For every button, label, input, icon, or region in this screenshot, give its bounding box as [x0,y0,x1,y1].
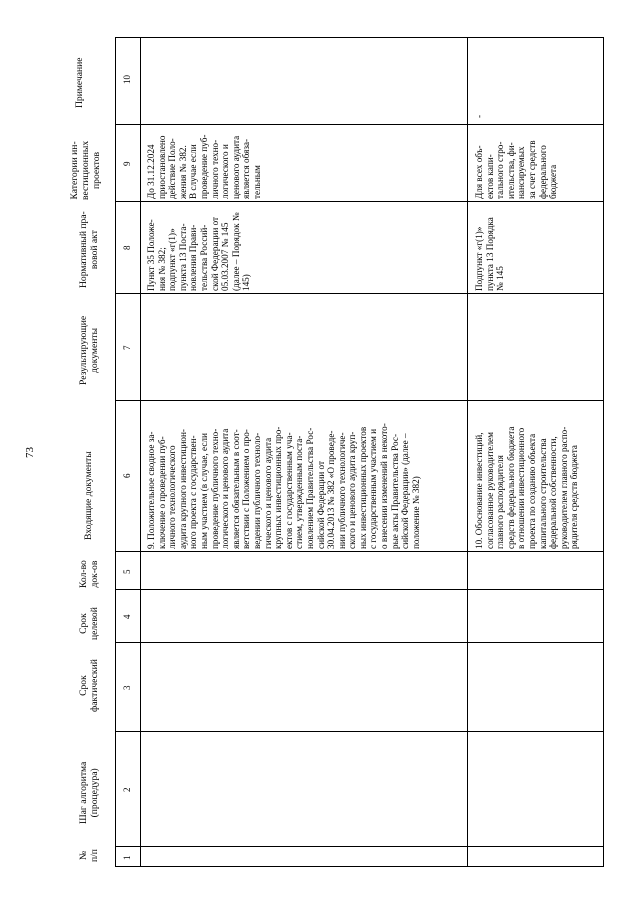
row10-categories: Для всех объ- ектов капи- тального стро- ительства, фи- нансируемых за счет средств федерального бюджета [474,140,559,199]
header-legal-act: Нормативный пра- вовой акт [78,211,100,288]
header-result-docs: Результирующие документы [78,315,100,385]
col-number-6: 6 [122,473,132,478]
col-number-7: 7 [122,345,132,350]
col-number-5: 5 [122,569,132,574]
header-row-number: № п/п [78,849,100,862]
header-categories: Категории ин- вестиционных проектов [69,140,102,200]
header-target-term: Срок целевой [78,607,100,640]
col-number-4: 4 [122,614,132,619]
page-number: 73 [24,447,36,458]
row9-note: До 31.12.2024 приостановлено действие Поло- жения № 382. В случае если проведение пуб- личного техно- логического и ценового аудита является обяза- тельным [146,134,262,199]
col-number-9: 9 [122,161,132,166]
row10-incoming-docs: 10. Обоснование инвестиций, согласованное руководителем главного распорядителя средств федерального бюджета в отношении инвестиционного проекта по созданию объекта капитального строительства федеральной собственности, руководителем главного распо- рядителя средств бюджета [474,426,580,549]
header-incoming-docs: Входящие документы [83,451,94,540]
header-note: Примечание [74,57,85,108]
row9-legal-act: Пункт 35 Положе- ния № 382; подпункт «г(1)» пункта 13 Поста- новления Прави- тельства Россий- ской Федерации от 05.03.2007 № 145 (далее – Порядок № 145) [146,212,252,291]
col-number-3: 3 [122,685,132,690]
col-number-1: 1 [122,855,132,860]
header-actual-term: Срок фактический [78,659,100,712]
col-number-10: 10 [122,75,132,84]
header-doc-count: Кол-во док-ов [78,560,100,588]
header-algorithm-step: Шаг алгоритма (процедура) [78,761,100,824]
col-number-2: 2 [122,787,132,792]
row10-legal-act: Подпункт «г(1)» пункта 13 Порядка № 145 [474,217,506,291]
row9-incoming-docs: 9. Положительное сводное за- ключение о проведении пуб- личного технологического аудита крупного инвестицион- ного проекта с государствен- ным участием (в случае, если проведение публичного техно- логического и ценового аудита является обязательным в соот- ветствии с Положением о про- ведении публичного техноло- гического и ценового аудита крупных инвестиционных про- ектов с государственным уча- стием, утвержденным поста- новлением Правительства Рос- сийской Федерации от 30.04.2013 № 382 «О проведе- нии публичного технологиче- ского и ценового аудита круп- ных инвестиционных проектов с государственным участием и о внесении изменений в некото- рые акты Правительства Рос- сийской Федерации» (далее – положение № 382) [146,423,421,549]
col-number-8: 8 [122,245,132,250]
row10-note: - [474,114,484,118]
